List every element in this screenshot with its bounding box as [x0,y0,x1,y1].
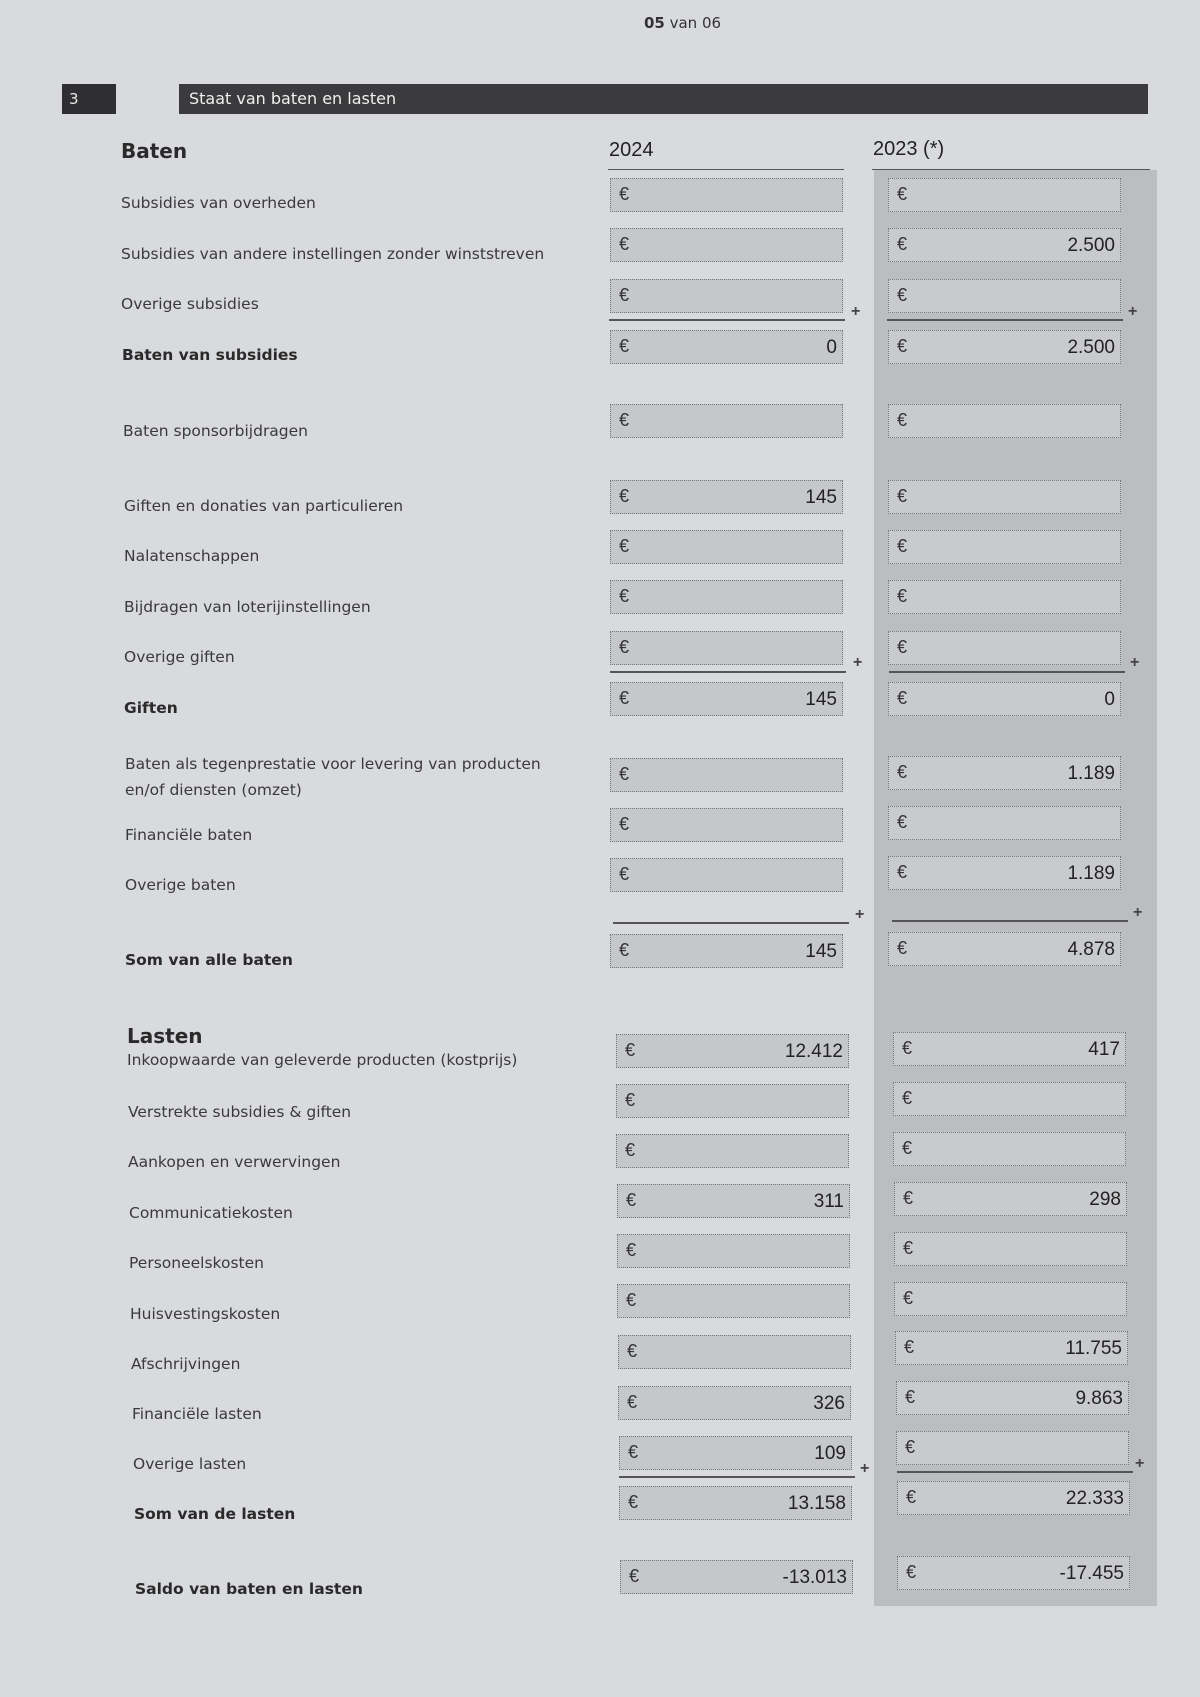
value-box-2024[interactable] [616,1034,849,1068]
section-number: 3 [62,84,116,114]
plus-sign: + [853,654,863,671]
row-label: Baten als tegenprestatie voor levering van producten en/of diensten (omzet) [125,755,541,799]
euro-sign: € [906,1487,917,1507]
euro-sign: € [905,1437,916,1457]
value-box-2024[interactable] [619,1486,852,1520]
header-underline-2023 [872,169,1150,170]
page-current: 05 [643,14,665,32]
sum-line [613,922,849,924]
value-box-2023[interactable] [894,1282,1127,1316]
euro-sign: € [625,1040,636,1060]
saldo-box-2024[interactable] [620,1560,853,1594]
value-box-2024[interactable] [610,530,843,564]
value-box-2023[interactable] [888,279,1121,313]
value-box-2023[interactable] [888,228,1121,262]
value-box-2023[interactable] [896,1381,1129,1415]
sum-line [892,920,1128,922]
row-label: Subsidies van overheden [121,194,316,212]
value-box-2023[interactable] [894,1182,1127,1216]
value-box-2023[interactable] [888,756,1121,790]
value-2024: 145 [805,689,837,710]
euro-sign: € [628,1442,639,1462]
row-label: Som van alle baten [125,951,293,969]
euro-sign: € [619,336,630,356]
euro-sign: € [619,940,630,960]
euro-sign: € [897,762,908,782]
value-box-2023[interactable] [888,178,1121,212]
row-label: Communicatiekosten [129,1204,293,1222]
euro-sign: € [619,486,630,506]
value-box-2023[interactable] [888,530,1121,564]
baten-heading: Baten [121,139,188,163]
plus-sign: + [1128,303,1138,320]
value-box-2023[interactable] [888,682,1121,716]
euro-sign: € [619,637,630,657]
sum-line [887,319,1123,321]
row-label: Financiële lasten [132,1405,262,1423]
value-box-2023[interactable] [888,856,1121,890]
value-box-2024[interactable] [610,934,843,968]
value-2024: 13.158 [787,1493,846,1514]
value-box-2024[interactable] [616,1084,849,1118]
value-2024: 145 [805,941,837,962]
value-box-2023[interactable] [896,1431,1129,1465]
row-label: Overige subsidies [121,295,259,313]
euro-sign: € [897,336,908,356]
euro-sign: € [627,1341,638,1361]
euro-sign: € [626,1190,637,1210]
euro-sign: € [897,637,908,657]
value-box-2024[interactable] [610,480,843,514]
euro-sign: € [903,1188,914,1208]
euro-sign: € [897,536,908,556]
euro-sign: € [897,938,908,958]
value-box-2023[interactable] [888,806,1121,840]
value-2023: 9.863 [1075,1388,1123,1409]
plus-sign: + [860,1460,870,1477]
euro-sign: € [627,1392,638,1412]
row-label: Som van de lasten [134,1505,296,1523]
value-box-2024[interactable] [610,228,843,262]
value-box-2023[interactable] [888,330,1121,364]
row-label: Giften en donaties van particulieren [124,497,404,515]
row-label: Subsidies van andere instellingen zonder winststreven [121,245,545,263]
value-box-2024[interactable] [616,1134,849,1168]
value-2024: 145 [805,487,837,508]
euro-sign: € [619,864,630,884]
value-2023: 417 [1088,1039,1120,1060]
value-box-2023[interactable] [888,631,1121,665]
value-2024: 0 [826,337,837,358]
value-2024: 326 [813,1393,845,1414]
value-box-2024[interactable] [610,682,843,716]
euro-sign: € [629,1566,640,1586]
page-total: van 06 [669,14,722,32]
value-box-2024[interactable] [610,631,843,665]
value-box-2024[interactable] [610,758,843,792]
column-header-2024: 2024 [609,139,654,161]
value-box-2023[interactable] [893,1082,1126,1116]
section-title: Staat van baten en lasten [189,89,397,108]
euro-sign: € [626,1240,637,1260]
section-header-bar [62,84,1148,114]
row-label: Baten sponsorbijdragen [123,422,309,440]
value-box-2023[interactable] [888,480,1121,514]
saldo-value-2024: -13.013 [782,1567,847,1588]
row-label: Overige baten [125,876,236,894]
value-2023: 1.189 [1067,863,1115,884]
euro-sign: € [897,285,908,305]
euro-sign: € [897,184,908,204]
euro-sign: € [619,184,630,204]
sum-line [897,1471,1133,1473]
value-box-2024[interactable] [610,580,843,614]
row-label: Nalatenschappen [124,547,260,565]
euro-sign: € [619,234,630,254]
value-box-2023[interactable] [888,932,1121,966]
value-box-2024[interactable] [610,279,843,313]
euro-sign: € [897,812,908,832]
value-box-2024[interactable] [617,1184,850,1218]
value-2023: 4.878 [1067,939,1115,960]
euro-sign: € [906,1562,917,1582]
value-2023: 22.333 [1065,1488,1124,1509]
value-box-2024[interactable] [610,330,843,364]
page-number [0,14,1200,32]
value-box-2024[interactable] [610,808,843,842]
euro-sign: € [902,1038,913,1058]
euro-sign: € [619,814,630,834]
value-box-2024[interactable] [610,404,843,438]
value-box-2023[interactable] [893,1032,1126,1066]
value-2023: 0 [1104,689,1115,710]
sum-line [609,319,845,321]
lasten-heading: Lasten [127,1024,203,1048]
header-underline-2024 [608,169,844,170]
euro-sign: € [625,1090,636,1110]
value-box-2023[interactable] [893,1132,1126,1166]
euro-sign: € [905,1387,916,1407]
value-box-2023[interactable] [895,1331,1128,1365]
value-box-2023[interactable] [888,404,1121,438]
euro-sign: € [902,1088,913,1108]
euro-sign: € [904,1337,915,1357]
plus-sign: + [1135,1455,1145,1472]
column-header-2023: 2023 (*) [873,138,945,160]
row-label: Overige giften [124,648,235,666]
value-2023: 2.500 [1067,235,1115,256]
euro-sign: € [625,1140,636,1160]
euro-sign: € [619,688,630,708]
row-label: Personeelskosten [129,1254,264,1272]
euro-sign: € [902,1138,913,1158]
value-2023: 298 [1089,1189,1121,1210]
euro-sign: € [619,536,630,556]
value-box-2024[interactable] [619,1436,852,1470]
value-box-2024[interactable] [617,1234,850,1268]
value-box-2024[interactable] [610,858,843,892]
value-2024: 12.412 [784,1041,843,1062]
value-2023: 1.189 [1067,763,1115,784]
sum-line [610,671,846,673]
value-box-2023[interactable] [897,1481,1130,1515]
row-label: Financiële baten [125,826,253,844]
row-label: Afschrijvingen [131,1355,241,1373]
value-2023: 2.500 [1067,337,1115,358]
row-label: Overige lasten [133,1455,247,1473]
value-box-2023[interactable] [888,580,1121,614]
value-box-2024[interactable] [617,1284,850,1318]
euro-sign: € [626,1290,637,1310]
row-label: Verstrekte subsidies & giften [128,1103,352,1121]
euro-sign: € [897,586,908,606]
sum-line [619,1476,855,1478]
value-2024: 311 [813,1191,844,1212]
value-box-2024[interactable] [618,1386,851,1420]
euro-sign: € [619,410,630,430]
plus-sign: + [1133,904,1143,921]
row-label: Huisvestingskosten [130,1305,281,1323]
value-box-2024[interactable] [610,178,843,212]
plus-sign: + [1130,654,1140,671]
saldo-box-2023[interactable] [897,1556,1130,1590]
plus-sign: + [855,906,865,923]
value-2023: 11.755 [1065,1338,1122,1359]
euro-sign: € [897,688,908,708]
row-label: Inkoopwaarde van geleverde producten (kostprijs) [127,1051,518,1069]
sum-line [889,671,1125,673]
euro-sign: € [897,410,908,430]
euro-sign: € [619,764,630,784]
euro-sign: € [903,1238,914,1258]
saldo-label: Saldo van baten en lasten [135,1580,363,1598]
euro-sign: € [619,285,630,305]
row-label: Giften [124,699,178,717]
value-2024: 109 [814,1443,846,1464]
euro-sign: € [897,486,908,506]
plus-sign: + [851,303,861,320]
euro-sign: € [897,234,908,254]
value-box-2023[interactable] [894,1232,1127,1266]
euro-sign: € [619,586,630,606]
row-label: Aankopen en verwervingen [128,1153,341,1171]
row-label: Bijdragen van loterijinstellingen [124,598,371,616]
saldo-value-2023: -17.455 [1059,1563,1124,1584]
euro-sign: € [903,1288,914,1308]
euro-sign: € [628,1492,639,1512]
euro-sign: € [897,862,908,882]
value-box-2024[interactable] [618,1335,851,1369]
row-label: Baten van subsidies [122,346,298,364]
